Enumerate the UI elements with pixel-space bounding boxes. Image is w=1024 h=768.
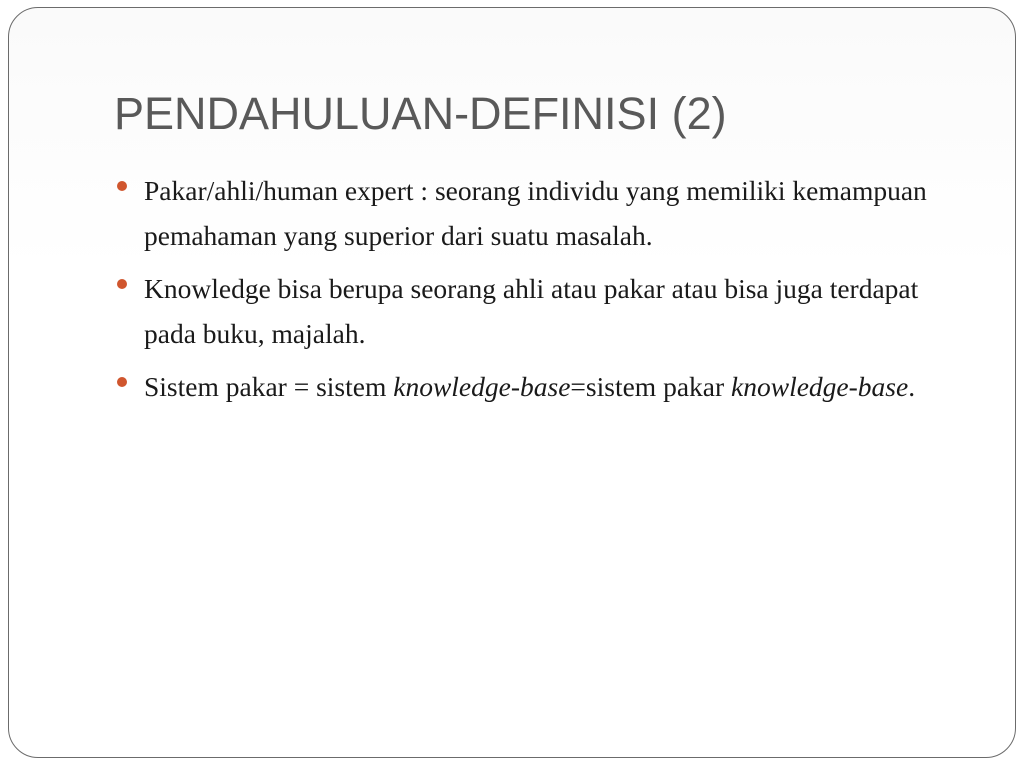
slide-title: PENDAHULUAN-DEFINISI (2) [114,88,727,139]
bullet-text-segment: Sistem pakar = sistem [144,371,394,402]
bullet-item [144,266,974,356]
bullet-dot-icon [117,279,127,289]
bullet-text-segment: =sistem pakar [570,371,732,402]
bullet-dot-icon [117,181,127,191]
bullet-dot-icon [117,377,127,387]
bullet-list [144,168,974,417]
bullet-text: Knowledge bisa berupa seorang ahli atau pakar atau bisa juga terdapat pada buku, majalah. [144,273,919,349]
bullet-item [144,168,974,258]
bullet-text-italic: knowledge-base [393,371,571,402]
bullet-item [144,364,974,409]
bullet-text-italic: knowledge-base [731,371,909,402]
bullet-text [144,371,915,402]
bullet-text: Pakar/ahli/human expert : seorang individu yang memiliki kemampuan pemahaman yang superior dari suatu masalah. [144,175,927,251]
bullet-text-segment: . [908,371,916,402]
